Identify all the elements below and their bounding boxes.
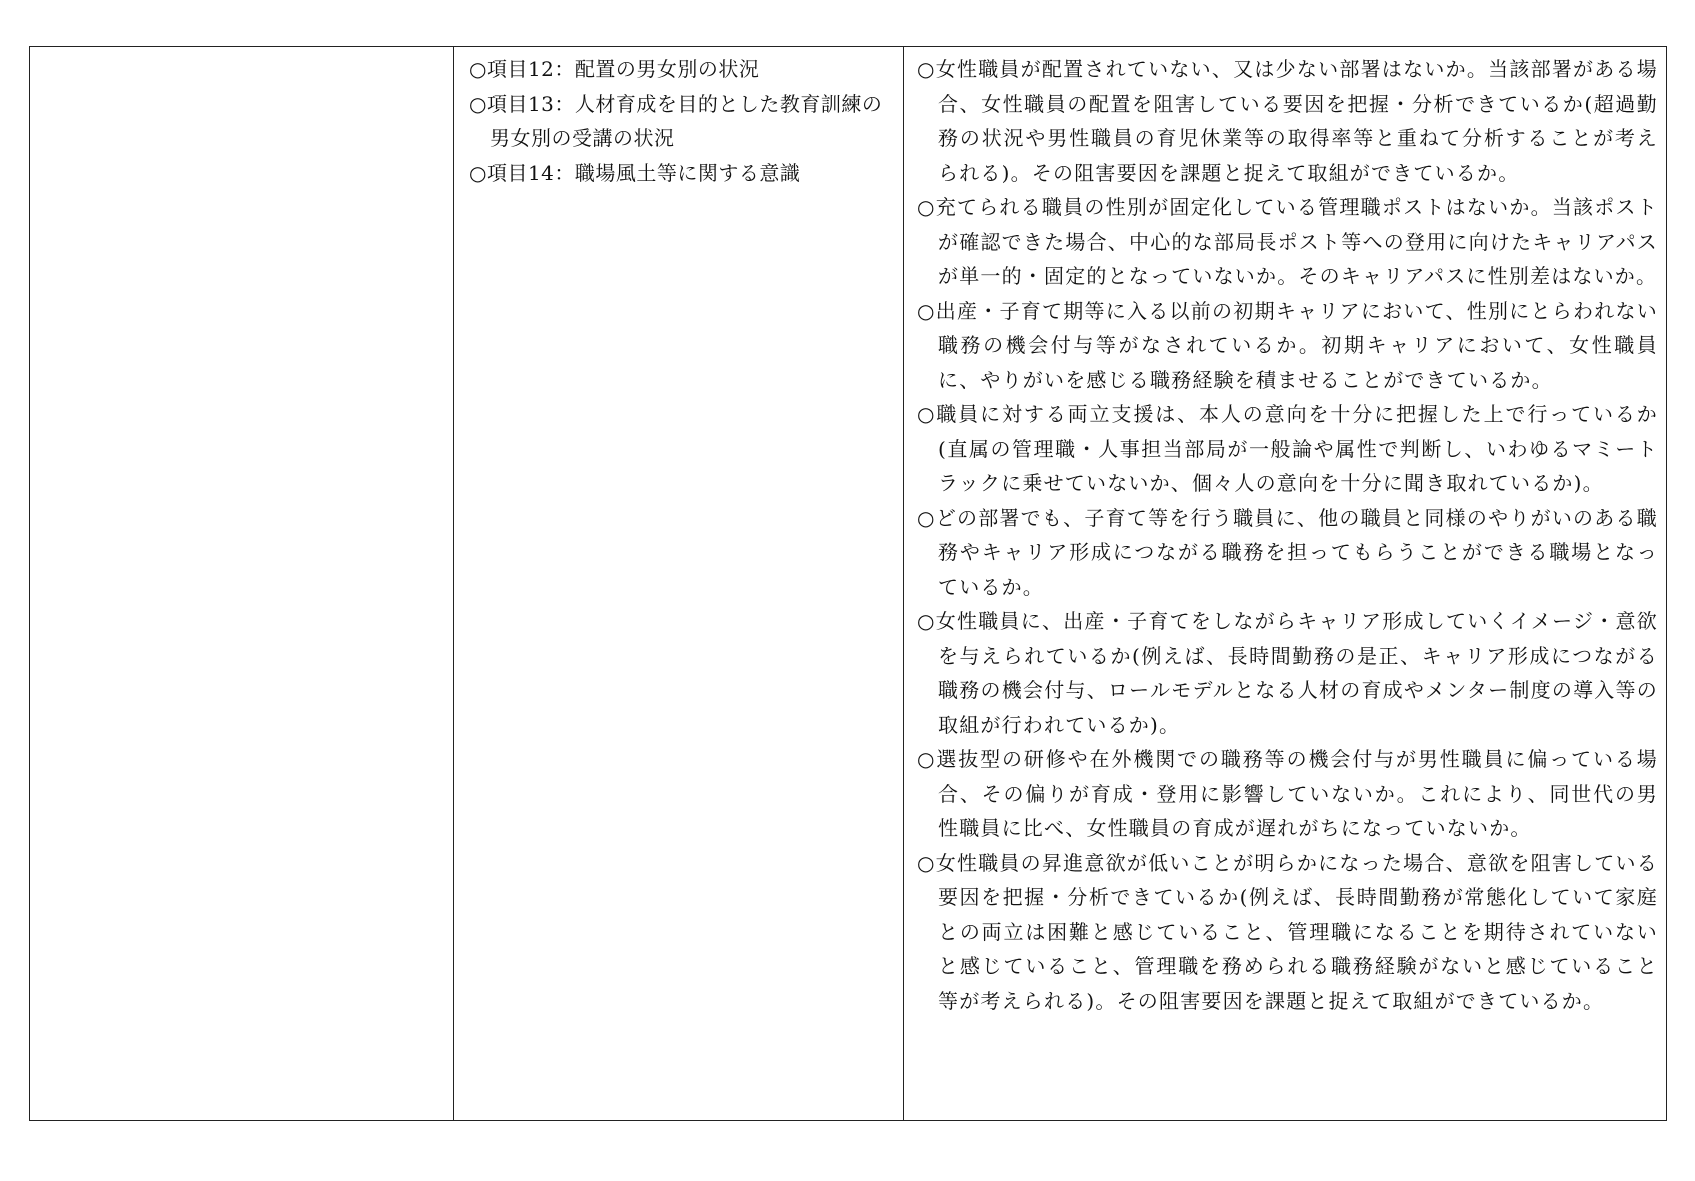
survey-item-12: ○項目12：配置の男女別の状況 [469, 57, 760, 81]
check-point-1: ○女性職員が配置されていない、又は少ない部署はないか。当該部署がある場合、女性職員の配置を阻害している要因を把握・分析できているか(超過勤務の状況や男性職員の育児休業等の取得率等と重ねて分析することが考えられる)。その阻害要因を課題と捉えて取組ができているか。 [917, 57, 1658, 185]
check-points-cell [904, 47, 1667, 1121]
survey-item-14: ○項目14：職場風土等に関する意識 [469, 160, 801, 185]
check-point-7: ○選抜型の研修や在外機関での職務等の機会付与が男性職員に偏っている場合、その偏りが育成・登用に影響していないか。これにより、同世代の男性職員に比べ、女性職員の育成が遅れがちになっていないか。 [917, 747, 1658, 840]
check-point-2: ○充てられる職員の性別が固定化している管理職ポストはないか。当該ポストが確認できた場合、中心的な部局長ポスト等への登用に向けたキャリアパスが単一的・固定的となっていないか。そのキャリアパスに性別差はないか。 [917, 195, 1658, 288]
check-point-8: ○女性職員の昇進意欲が低いことが明らかになった場合、意欲を阻害している要因を把握・分析できているか(例えば、長時間勤務が常態化していて家庭との両立は困難と感じていること、管理職になることを期待されていないと感じていること、管理職を務められる職務経験がないと感じていること等が考えられる)。その阻害要因を課題と捉えて取組ができているか。 [917, 850, 1658, 1013]
check-point-6: ○女性職員に、出産・子育てをしながらキャリア形成していくイメージ・意欲を与えられているか(例えば、長時間勤務の是正、キャリア形成につながる職務の機会付与、ロールモデルとなる人材の育成やメンター制度の導入等の取組が行われているか)。 [917, 609, 1658, 737]
check-point-5: ○どの部署でも、子育て等を行う職員に、他の職員と同様のやりがいのある職務やキャリア形成につながる職務を担ってもらうことができる職場となっているか。 [917, 505, 1658, 599]
survey-item-13: ○項目13：人材育成を目的とした教育訓練の男女別の受講の状況 [469, 91, 883, 150]
document-table [29, 46, 1667, 1121]
table-row [30, 47, 1667, 1121]
check-point-4: ○職員に対する両立支援は、本人の意向を十分に把握した上で行っているか(直属の管理職・人事担当部局が一般論や属性で判断し、いわゆるマミートラックに乗せていないか、個々人の意向を十分に聞き取れているか)。 [917, 402, 1658, 495]
empty-category-cell [30, 47, 454, 1121]
check-point-3: ○出産・子育て期等に入る以前の初期キャリアにおいて、性別にとらわれない職務の機会付与等がなされているか。初期キャリアにおいて、女性職員に、やりがいを感じる職務経験を積ませることができているか。 [917, 298, 1658, 392]
survey-items-cell [454, 47, 904, 1121]
